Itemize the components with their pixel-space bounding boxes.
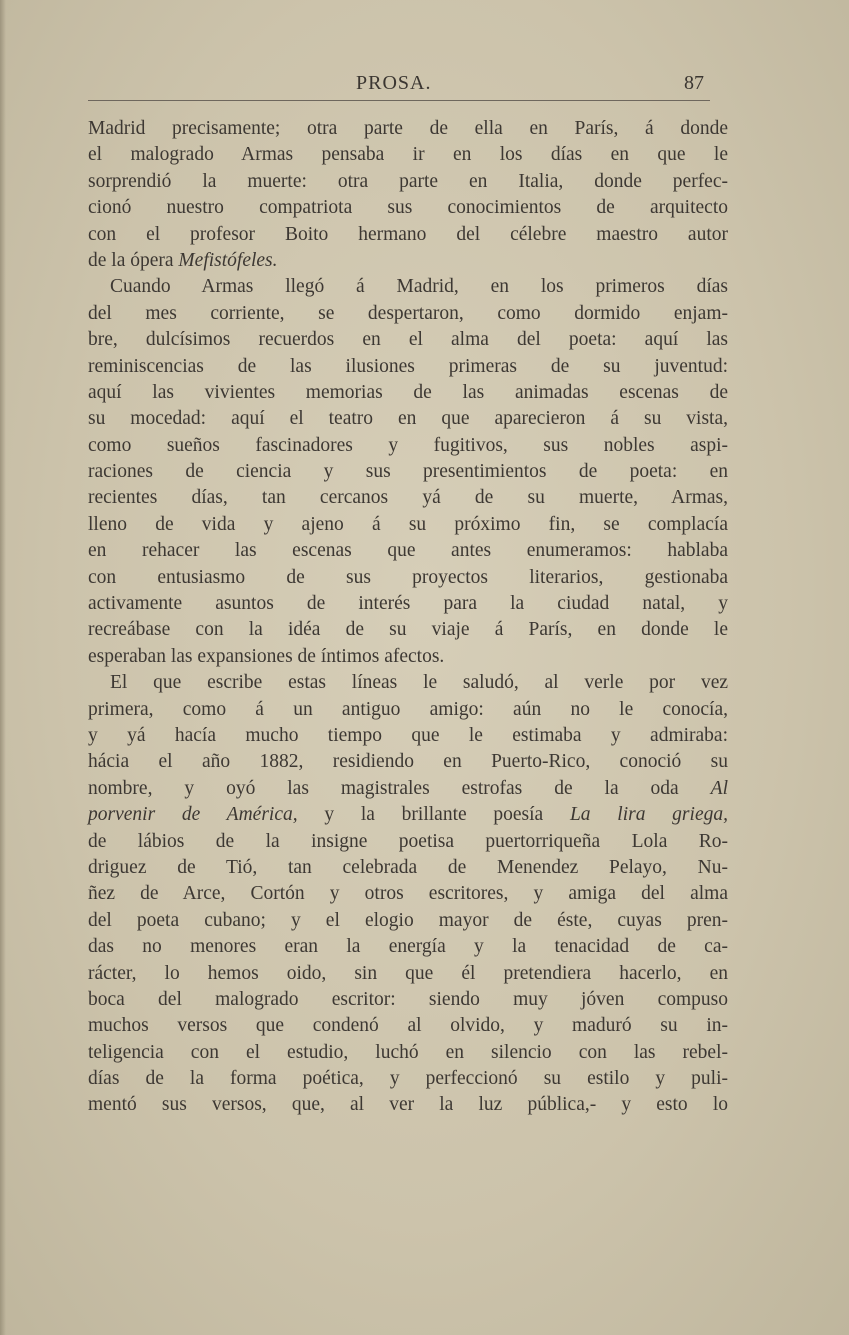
text-line: cionó nuestro compatriota sus conocimientos de arquitecto <box>88 197 728 219</box>
text-line: recreábase con la idéa de su viaje á París, en donde le <box>88 619 728 641</box>
text-line: con el profesor Boito hermano del célebre maestro autor <box>88 223 728 245</box>
text-line: del poeta cubano; y el elogio mayor de éste, cuyas pren- <box>88 909 728 931</box>
text-line: hácia el año 1882, residiendo en Puerto-Rico, conoció su <box>88 751 728 773</box>
text-line: y yá hacía mucho tiempo que le estimaba y admiraba: <box>88 724 728 746</box>
text-line: con entusiasmo de sus proyectos literarios, gestionaba <box>88 566 728 588</box>
text-run: nombre, y oyó las magistrales estrofas de la oda <box>88 777 711 799</box>
poem-title: Al <box>710 777 728 799</box>
running-head: PROSA. <box>356 72 432 94</box>
text-line: raciones de ciencia y sus presentimientos de poeta: en <box>88 461 728 483</box>
text-line: muchos versos que condenó al olvido, y maduró su in- <box>88 1015 728 1037</box>
text-line: teligencia con el estudio, luchó en silencio con las rebel- <box>88 1041 728 1063</box>
page-binding-shadow <box>0 0 6 1335</box>
paragraph-3 <box>88 670 728 1119</box>
text-run: de la ópera <box>88 249 179 271</box>
body-text <box>88 116 728 1119</box>
text-line: aquí las vivientes memorias de las animadas escenas de <box>88 381 728 403</box>
text-line: de lábios de la insigne poetisa puertorriqueña Lola Ro- <box>88 830 728 852</box>
text-line: Madrid precisamente; otra parte de ella en París, á donde <box>88 118 728 139</box>
text-line: boca del malogrado escritor: siendo muy jóven compuso <box>88 988 728 1010</box>
text-line: ñez de Arce, Cortón y otros escritores, y amiga del alma <box>88 883 728 905</box>
text-line: driguez de Tió, tan celebrada de Menendez Pelayo, Nu- <box>88 856 728 878</box>
poem-title: porvenir de América, <box>88 804 298 826</box>
text-line: lleno de vida y ajeno á su próximo fin, se complacía <box>88 513 728 535</box>
text-line <box>88 248 728 274</box>
opera-title: Mefistófeles. <box>178 249 278 271</box>
text-line: sorprendió la muerte: otra parte en Italia, donde perfec- <box>88 170 728 192</box>
text-line: como sueños fascinadores y fugitivos, sus nobles aspi- <box>88 434 728 456</box>
text-line: das no menores eran la energía y la tenacidad de ca- <box>88 936 728 958</box>
paragraph-1 <box>88 116 728 274</box>
text-line: el malogrado Armas pensaba ir en los días en que le <box>88 144 728 166</box>
text-line <box>88 802 728 828</box>
page-number: 87 <box>684 72 704 94</box>
text-line <box>88 776 728 802</box>
text-line: primera, como á un antiguo amigo: aún no le conocía, <box>88 698 728 720</box>
text-line: en rehacer las escenas que antes enumeramos: hablaba <box>88 540 728 562</box>
text-line: activamente asuntos de interés para la ciudad natal, y <box>88 593 728 615</box>
text-line: El que escribe estas líneas le saludó, al verle por vez <box>110 672 728 694</box>
text-line: del mes corriente, se despertaron, como dormido enjam- <box>88 302 728 324</box>
text-line: días de la forma poética, y perfeccionó su estilo y puli- <box>88 1068 728 1090</box>
text-line: Cuando Armas llegó á Madrid, en los primeros días <box>110 276 728 298</box>
text-line: recientes días, tan cercanos yá de su muerte, Armas, <box>88 487 728 509</box>
poem-title: La lira griega, <box>569 804 728 826</box>
page-header <box>88 70 710 100</box>
text-line: esperaban las expansiones de íntimos afectos. <box>88 645 445 667</box>
text-run: y la brillante poesía <box>297 804 570 826</box>
text-line: rácter, lo hemos oido, sin que él pretendiera hacerlo, en <box>88 962 728 984</box>
text-line: bre, dulcísimos recuerdos en el alma del poeta: aquí las <box>88 329 728 351</box>
text-line: su mocedad: aquí el teatro en que aparecieron á su vista, <box>88 408 728 430</box>
text-line: mentó sus versos, que, al ver la luz pública,- y esto lo <box>88 1094 728 1116</box>
text-line: reminiscencias de las ilusiones primeras de su juventud: <box>88 355 728 377</box>
header-rule <box>88 100 710 101</box>
paragraph-2 <box>88 274 728 670</box>
